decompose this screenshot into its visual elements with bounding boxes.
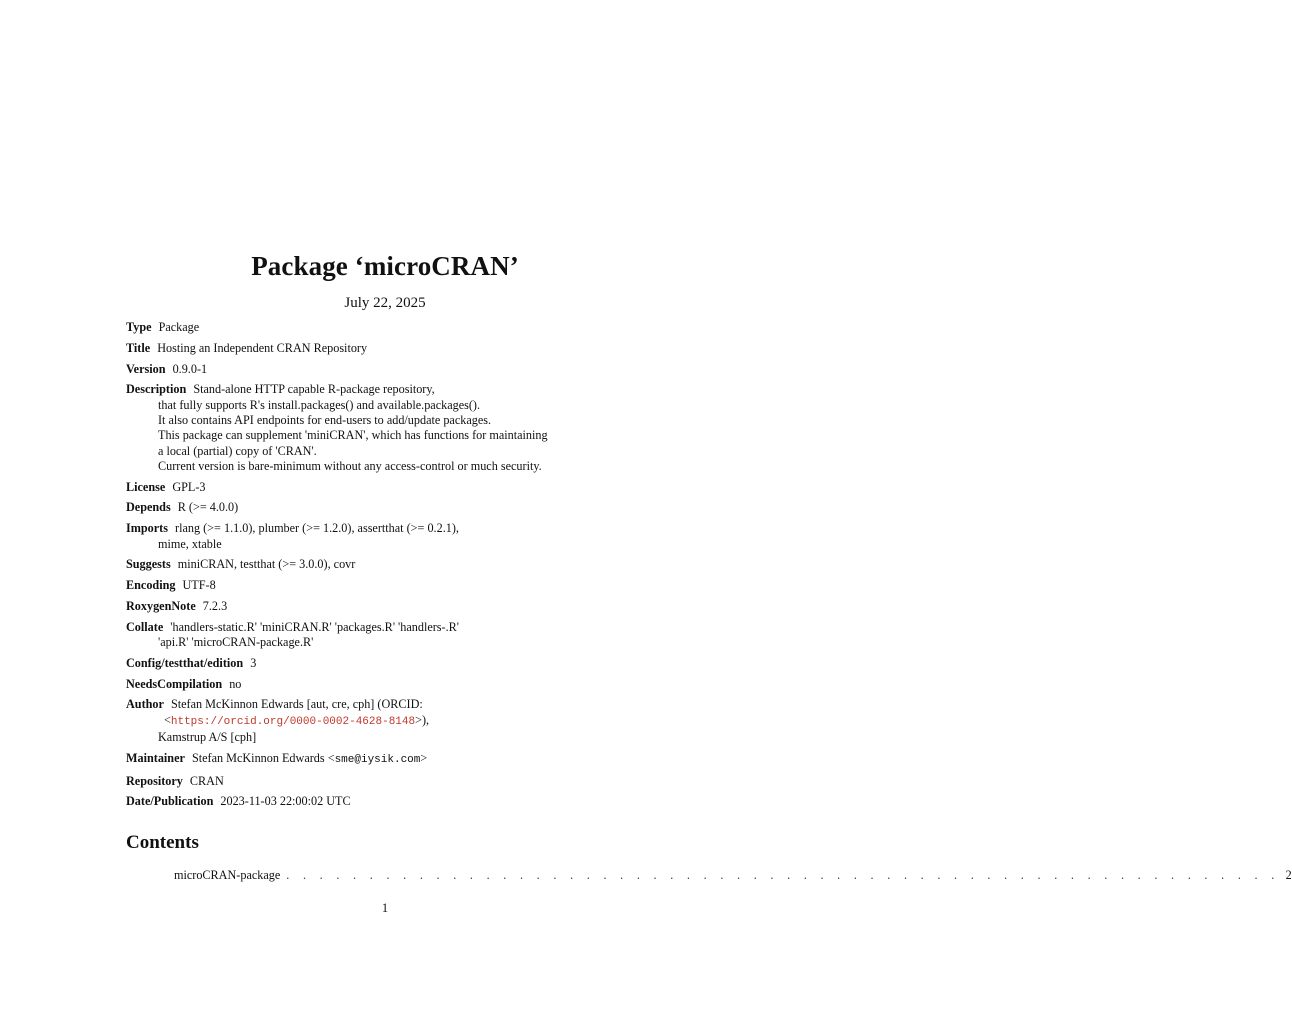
field-value: CRAN <box>189 773 224 788</box>
description-line: Current version is bare-minimum without any access-control or much security. <box>158 458 542 473</box>
imports-line: rlang (>= 1.1.0), plumber (>= 1.2.0), assertthat (>= 0.2.1), <box>175 521 459 536</box>
field-needscompilation <box>126 677 686 692</box>
orcid-link[interactable]: https://orcid.org/0000-0002-4628-8148 <box>170 715 416 728</box>
orcid-line <box>126 713 686 730</box>
field-config-testthat-edition <box>126 656 686 671</box>
field-imports <box>126 521 686 552</box>
description-line: It also contains API endpoints for end-users to add/update packages. <box>158 412 492 427</box>
field-encoding <box>126 578 686 593</box>
field-key: Imports <box>126 521 168 536</box>
field-value: Hosting an Independent CRAN Repository <box>157 340 368 355</box>
field-version <box>126 362 686 377</box>
field-maintainer <box>126 751 686 768</box>
description-line: a local (partial) copy of 'CRAN'. <box>158 443 317 458</box>
maintainer-name: Stefan McKinnon Edwards <box>191 750 325 765</box>
field-value: 3 <box>250 655 257 670</box>
field-value: no <box>229 676 242 691</box>
package-fields <box>126 320 686 815</box>
description-line: This package can supplement 'miniCRAN', which has functions for maintaining <box>158 428 548 443</box>
field-value: 2023-11-03 22:00:02 UTC <box>220 794 351 809</box>
author-line: Kamstrup A/S [cph] <box>158 730 257 745</box>
page-title: Package ‘microCRAN’ <box>251 251 519 281</box>
field-description <box>126 382 686 474</box>
email-close-bracket: > <box>420 750 428 765</box>
field-key: Version <box>126 361 166 376</box>
url-close-bracket: >), <box>415 712 430 727</box>
imports-line: mime, xtable <box>158 536 222 551</box>
field-author <box>126 697 686 745</box>
field-key: Title <box>126 340 151 355</box>
field-key: Encoding <box>126 578 176 593</box>
document-date: July 22, 2025 <box>344 295 426 311</box>
field-value: UTF-8 <box>182 578 216 593</box>
email-open-bracket: < <box>327 750 335 765</box>
page-number: 1 <box>381 901 389 915</box>
field-key: RoxygenNote <box>126 598 196 613</box>
field-depends <box>126 500 686 515</box>
field-key: Type <box>126 320 152 334</box>
field-roxygennote <box>126 599 686 614</box>
url-open-bracket: < <box>164 712 171 727</box>
toc-entry-label[interactable]: microCRAN-package <box>174 868 281 882</box>
field-type <box>126 320 686 335</box>
field-title <box>126 341 686 356</box>
description-line: that fully supports R's install.packages() and available.packages(). <box>158 397 481 412</box>
collate-line: 'handlers-static.R' 'miniCRAN.R' 'packages.R' 'handlers-.R' <box>170 619 459 634</box>
maintainer-email[interactable]: sme@iysik.com <box>334 753 421 766</box>
field-license <box>126 480 686 495</box>
field-value: Package <box>158 320 200 334</box>
field-date-publication <box>126 794 686 809</box>
field-key: Date/Publication <box>126 794 214 809</box>
field-key: Suggests <box>126 557 171 572</box>
field-key: Collate <box>126 619 164 634</box>
field-suggests <box>126 557 686 572</box>
collate-line: 'api.R' 'microCRAN-package.R' <box>158 635 314 650</box>
field-key: Author <box>126 697 164 712</box>
field-value: R (>= 4.0.0) <box>177 500 239 515</box>
field-collate <box>126 620 686 651</box>
field-repository <box>126 774 686 789</box>
field-value: 0.9.0-1 <box>172 361 208 376</box>
field-key: Repository <box>126 773 183 788</box>
author-line: Stefan McKinnon Edwards [aut, cre, cph] (ORCID: <box>170 697 423 712</box>
description-line: Stand-alone HTTP capable R-package repository, <box>193 382 435 397</box>
field-key: License <box>126 479 166 494</box>
field-key: Maintainer <box>126 750 185 765</box>
field-key: Description <box>126 382 187 397</box>
toc-entry[interactable] <box>174 868 1292 883</box>
field-key: Depends <box>126 500 171 515</box>
field-value: miniCRAN, testthat (>= 3.0.0), covr <box>177 557 356 572</box>
field-value: 7.2.3 <box>202 598 228 613</box>
toc-leader-dots: . . . . . . . . . . . . . . . . . . . . . . . . . . . . . . . . . . . . . . . . . . . . . . . . . . . . . . . . . . . . <box>286 868 1280 882</box>
field-key: NeedsCompilation <box>126 676 223 691</box>
field-value: GPL-3 <box>172 479 206 494</box>
toc-entry-page[interactable]: 2 <box>1285 868 1292 882</box>
field-key: Config/testthat/edition <box>126 655 244 670</box>
contents-heading: Contents <box>126 832 199 853</box>
